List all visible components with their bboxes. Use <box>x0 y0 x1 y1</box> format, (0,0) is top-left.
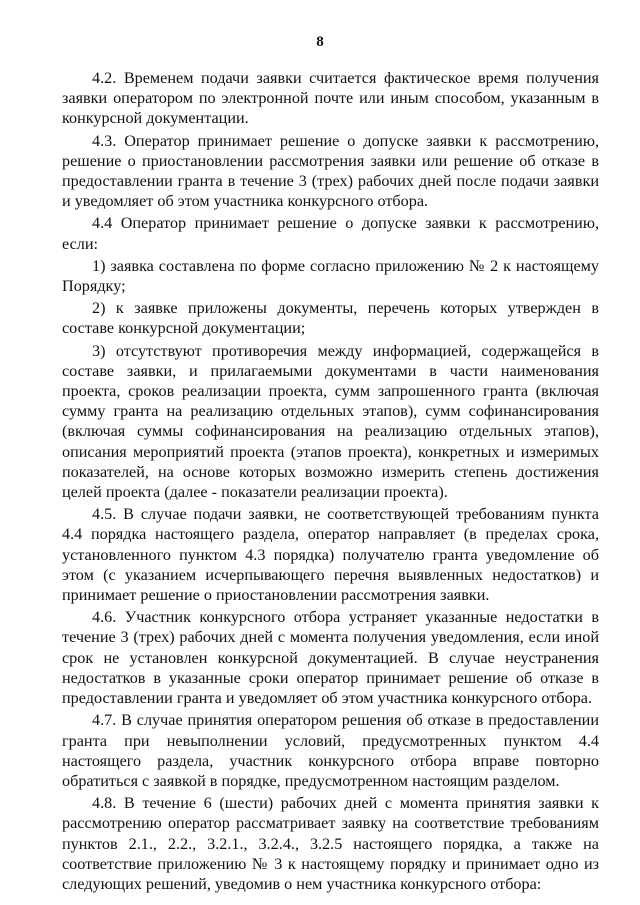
paragraph-4-5: 4.5. В случае подачи заявки, не соответствующей требованиям пункта 4.4 порядка настоящего раздела, оператор направляет (в пределах срока, установленного пунктом 4.3 порядка) получателю гранта уведомление об этом (с указанием исчерпывающего перечня выявленных недостатков) и принимает решение о приостановлении рассмотрения заявки. <box>62 505 599 605</box>
paragraph-4-4: 4.4 Оператор принимает решение о допуске заявки к рассмотрению, если: <box>62 214 599 253</box>
list-item-2: 2) к заявке приложены документы, перечень которых утвержден в составе конкурсной документации; <box>62 299 599 338</box>
document-body <box>62 68 599 896</box>
page-number: 8 <box>316 34 324 50</box>
paragraph-4-3: 4.3. Оператор принимает решение о допуске заявки к рассмотрению, решение о приостановлении рассмотрения заявки или решение об отказе в предоставлении гранта в течение 3 (трех) рабочих дней после подачи заявки и уведомляет об этом участника конкурсного отбора. <box>62 131 599 211</box>
list-item-3: 3) отсутствуют противоречия между информацией, содержащейся в составе заявки, и прилагаемыми документами в части наименования проекта, сроков реализации проекта, сумм запрошенного гранта (включая сумму гранта на реализацию отдельных этапов), сумм софинансирования (включая суммы софинансирования на реализацию отдельных этапов), описания мероприятий проекта (этапов проекта), конкретных и измеримых показателей, на основе которых возможно измерить степень достижения целей проекта (далее - показатели реализации проекта). <box>62 341 599 502</box>
paragraph-4-7: 4.7. В случае принятия оператором решения об отказе в предоставлении гранта при невыполнении условий, предусмотренных пунктом 4.4 настоящего раздела, участник конкурсного отбора вправе повторно обратиться с заявкой в порядке, предусмотренном настоящим разделом. <box>62 711 599 790</box>
paragraph-4-8: 4.8. В течение 6 (шести) рабочих дней с момента принятия заявки к рассмотрению оператор рассматривает заявку на соответствие требованиям пунктов 2.1., 2.2., 3.2.1., 3.2.4., 3.2.5 настоящего порядка, а также на соответствие приложению № 3 к настоящему порядку и принимает одно из следующих решений, уведомив о нем участника конкурсного отбора: <box>62 794 599 893</box>
paragraph-4-2: 4.2. Временем подачи заявки считается фактическое время получения заявки оператором по электронной почте или иным способом, указанным в конкурсной документации. <box>62 69 599 128</box>
paragraph-4-6: 4.6. Участник конкурсного отбора устраняет указанные недостатки в течение 3 (трех) рабочих дней с момента получения уведомления, если иной срок не установлен конкурсной документацией. В случае неустранения недостатков в указанные сроки оператор принимает решение об отказе в предоставлении гранта и уведомляет об этом участника конкурсного отбора. <box>62 608 599 708</box>
list-item-1: 1) заявка составлена по форме согласно приложению № 2 к настоящему Порядку; <box>62 256 599 296</box>
